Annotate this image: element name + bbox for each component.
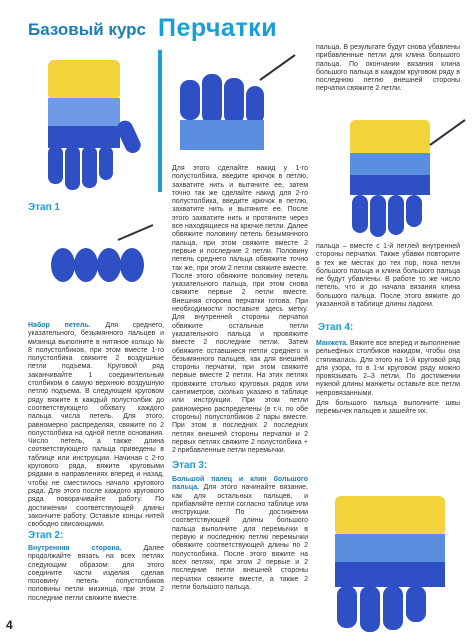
- left-column-2: [28, 545, 164, 605]
- middle-column: [172, 165, 308, 457]
- text-para-3: Для этого сделайте накид у 1-го полустолбика, введите крючок в петлю, захватите нить и вытяните ее, затем точно так же сделайте накид для 2-го полустолбика, введите крючок в петлю, захватите нить и вытяните ее. После этого захватите нить и протяните через все находящиеся на крючке петли. Далее обвяжите половину петель безымянного пальца, при этом свяжите вместе 2 первые и последние 2 петли. Половину петель среднего пальца обвяжите точно так же, при этом 2 петли свяжите вместе. После этого обвяжите половину петель указательного пальца, при этом снова свяжите первые 2 петли вместе. Внешняя сторона перчатки готова. При необходимости поставьте здесь метку. Для внутренней стороны перчатки обвяжите остальные петли указательного пальца и провяжите вместе 2 последние петли. Затем обвяжите оставшиеся петли среднего и безымянного пальцев, как для внешней стороны перчатки, при этом свяжите первые вместе 2 петли. На этих петлях провяжите столько круговых рядов или сантиметров, сколько указано в таблице или инструкции. При этом петли равномерно распределены (в т.ч. по обе стороны) полустолбиков 2 пары вместе. При этом в последних 2 последних петлях внешней стороны перчатки и 2 первых петлях свяжите 2 полустолбика + 2 прибавленные петли перемычки.: [172, 165, 308, 455]
- finger-rings-photo: [28, 220, 168, 315]
- series-title: Базовый курс: [28, 20, 147, 39]
- photo-accent-bar: [158, 50, 162, 192]
- para-body: Далее продолжайте вязать на всех петлях следующим образом: для этого соедините части изделия сделав половину петель полустолбиков половины петли мизинца, при этом 2 последние петли свяжите вместе.: [28, 545, 164, 602]
- para-lead: Набор петель.: [28, 322, 91, 329]
- text-para-7: [316, 340, 460, 398]
- para-body: Вяжите все вперед и выполнение рельефных столбиков накидом, чтобы она стягивалась. Для этого на 1-й круговой ряд для узора, то в 1-м круговом ряду можно провязывать 2–3 петли. По достижении нужной длины манжеты оставьте все петли непровязанными.: [316, 340, 460, 397]
- stage-4-label: Этап 4:: [318, 322, 354, 333]
- page-header: [28, 14, 468, 46]
- text-para-2: [28, 545, 164, 603]
- text-para-4: [172, 476, 308, 592]
- para-lead: Внутренняя сторона.: [28, 545, 122, 552]
- page-number: 4: [6, 618, 13, 632]
- text-para-5: пальца. В результате будут снова убавлены прибавленные петли для клина большого пальца. По окончании вязания клина большого пальца в каждом круговом ряду в последнюю петлю внешней стороны перчатки свяжите 2 петли.: [316, 44, 460, 93]
- right-column-3: [316, 340, 460, 419]
- text-para-1: [28, 322, 164, 529]
- glove-photo-2: [170, 50, 300, 160]
- stage-1-label: Этап 1: [28, 202, 60, 213]
- right-column-2: [316, 243, 460, 311]
- stage-3-label: Этап 3:: [172, 460, 208, 471]
- middle-column-2: [172, 476, 308, 594]
- glove-photo-4: [325, 486, 470, 636]
- glove-photo-1: [28, 50, 156, 192]
- para-lead: Манжета.: [316, 340, 348, 347]
- right-column: [316, 44, 460, 96]
- page-title: Перчатки: [158, 14, 278, 42]
- stage-2-label: Этап 2:: [28, 530, 64, 541]
- text-para-8: Для большого пальца выполните швы перемычек пальцев и зашейте их.: [316, 400, 460, 416]
- para-body: Для этого начинайте вязание, как для остальных пальцев, и прибавляйте петли согласно таблице или инструкции. По достижении соответствующей длины большого пальца выполните для перемычки в первую и последнюю петлю перемычки обвяжите соответствующей длины по 2 полустолбика. После этого вяжите на всех петлях, при этом 2 первые и 2 последние петли внешней стороны перчатки свяжите вместе, а также 2 петли большого пальца.: [172, 484, 308, 591]
- left-column: [28, 322, 164, 531]
- glove-photo-3: [330, 115, 470, 240]
- para-body: Для среднего, указательного, безымянного пальцев и мизинца выполните в нитяное кольцо № 8 полустолбиков, при этом вместе 1-го полустолбика свяжите 2 воздушные петли подъема. Круговой ряд заканчивайте 1 соединительным столбиком в самую верхнюю воздушную петлю подъема. В следующем круговом ряду вяжите в каждый полустолбик до соответствующего обхвату каждого пальца числа петель. Для этого, равномерно распределяя, свяжите по 2 полустолбика на одной петле основания. Число петель, а также длина соответствующего пальца приведены в таблице или инструкции. Начиная с 2-го кругового ряда, вяжите круговыми рядами в направлениях вперед и назад, чтобы не сместилось начало кругового ряда. Для этого после каждого кругового ряда поворачивайте работу. По достижении соответствующей длины закончите работу. Оставьте концы нитей свободно свисающими.: [28, 322, 164, 529]
- text-para-6: пальца – вместе с 1-й петлей внутренней стороны перчатки. Также убавки повторите в тех же местах до тех пор, пока петли большого пальца и клина большого пальца не будут убавлены. В работе то же число петель, что и до начала вязания клина большого пальца. После этого вяжите до указанной в таблице длины ладони.: [316, 243, 460, 309]
- para-lead: Большой палец и клин большого пальца.: [172, 476, 308, 492]
